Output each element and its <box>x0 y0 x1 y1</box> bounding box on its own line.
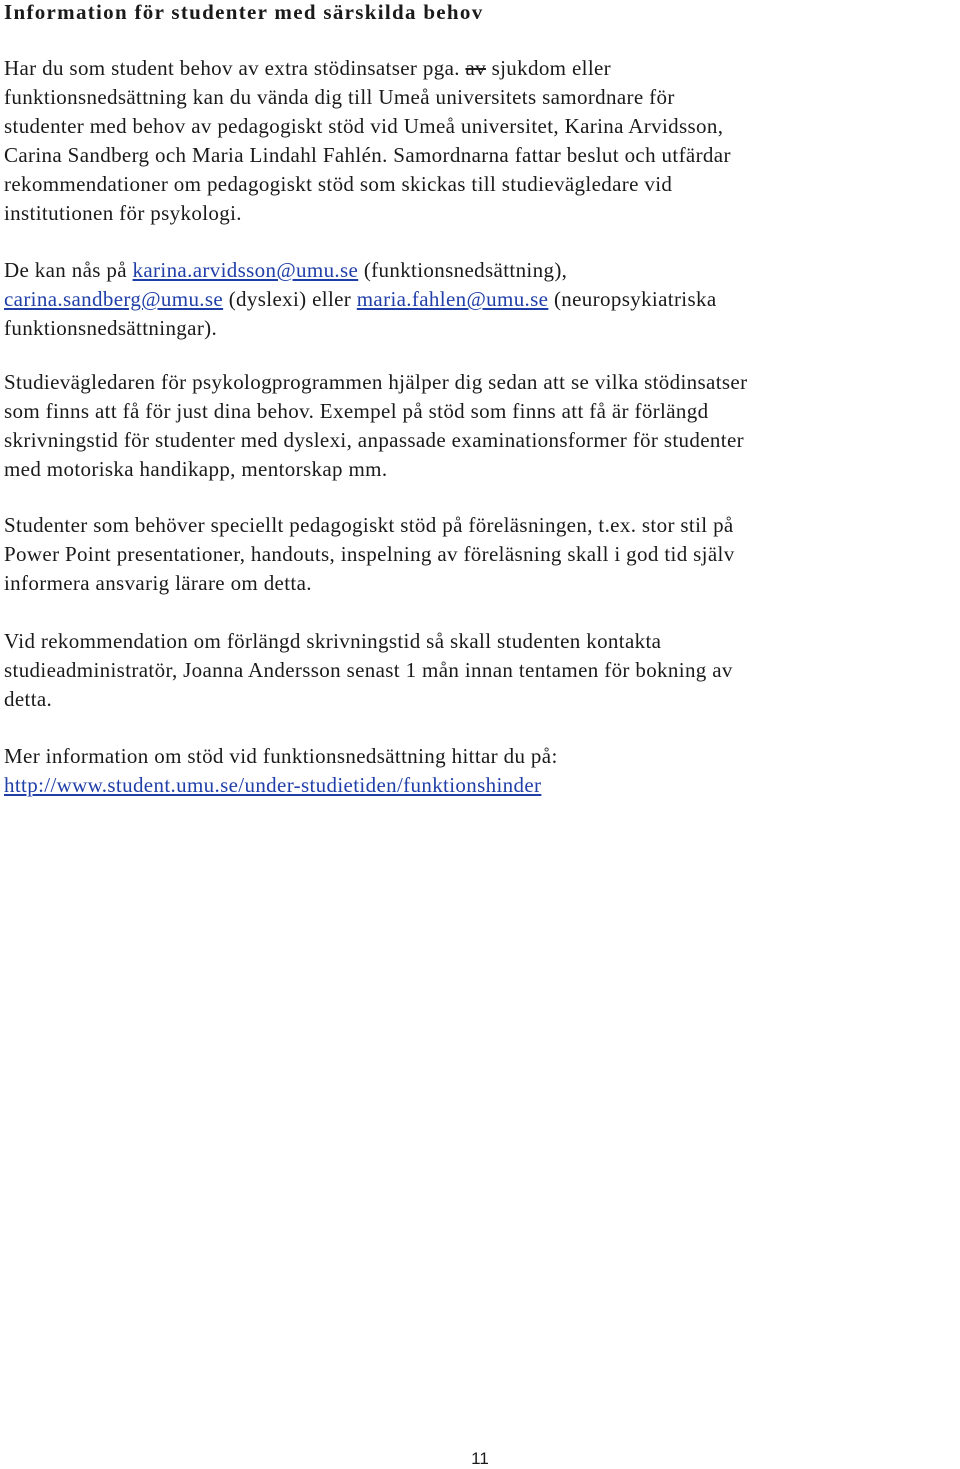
intro-line-5: rekommendationer om pedagogiskt stöd som skickas till studievägledare vid <box>4 172 673 196</box>
struck-word: av <box>465 56 486 80</box>
lectures-line-2: Power Point presentationer, handouts, inspelning av föreläsning skall i god tid själv <box>4 542 735 566</box>
email-link-karina[interactable]: karina.arvidsson@umu.se <box>132 258 359 282</box>
email-link-maria[interactable]: maria.fahlen@umu.se <box>356 287 549 311</box>
more-info-line: Mer information om stöd vid funktionsnedsättning hittar du på: <box>4 744 558 768</box>
intro-line-6: institutionen för psykologi. <box>4 201 242 225</box>
exam-line-1: Vid rekommendation om förlängd skrivningstid så skall studenten kontakta <box>4 629 662 653</box>
contacts-line-3: funktionsnedsättningar). <box>4 316 218 340</box>
exam-line-2: studieadministratör, Joanna Andersson senast 1 mån innan tentamen för bokning av <box>4 658 733 682</box>
page-number: 11 <box>471 1449 489 1468</box>
counselor-line-1: Studievägledaren för psykologprogrammen hjälper dig sedan att se vilka stödinsatser <box>4 370 748 394</box>
intro-line-4: Carina Sandberg och Maria Lindahl Fahlén. Samordnarna fattar beslut och utfärdar <box>4 143 731 167</box>
intro-line-2: funktionsnedsättning kan du vända dig till Umeå universitets samordnare för <box>4 85 675 109</box>
paragraph-study-counselor <box>4 368 956 484</box>
paragraph-exam-time <box>4 627 956 714</box>
more-info-url-link[interactable]: http://www.student.umu.se/under-studietiden/funktionshinder <box>4 773 542 797</box>
lectures-line-1: Studenter som behöver speciellt pedagogiskt stöd på föreläsningen, t.ex. stor stil på <box>4 513 734 537</box>
paragraph-lectures <box>4 511 956 598</box>
exam-line-3: detta. <box>4 687 53 711</box>
counselor-line-3: skrivningstid för studenter med dyslexi, anpassade examinationsformer för studenter <box>4 428 744 452</box>
paragraph-intro <box>4 54 956 228</box>
page-heading: Information för studenter med särskilda behov <box>4 0 484 24</box>
counselor-line-4: med motoriska handikapp, mentorskap mm. <box>4 457 388 481</box>
contacts-line-1: De kan nås på karina.arvidsson@umu.se (funktionsnedsättning), <box>4 258 568 282</box>
intro-line-3: studenter med behov av pedagogiskt stöd vid Umeå universitet, Karina Arvidsson, <box>4 114 724 138</box>
paragraph-contacts <box>4 256 956 343</box>
lectures-line-3: informera ansvarig lärare om detta. <box>4 571 312 595</box>
contacts-line-2: carina.sandberg@umu.se (dyslexi) eller maria.fahlen@umu.se (neuropsykiatriska <box>4 287 717 311</box>
paragraph-more-info <box>4 742 956 800</box>
intro-line-1: Har du som student behov av extra stödinsatser pga. av sjukdom eller <box>4 56 612 80</box>
email-link-carina[interactable]: carina.sandberg@umu.se <box>4 287 224 311</box>
counselor-line-2: som finns att få för just dina behov. Exempel på stöd som finns att få är förlängd <box>4 399 709 423</box>
